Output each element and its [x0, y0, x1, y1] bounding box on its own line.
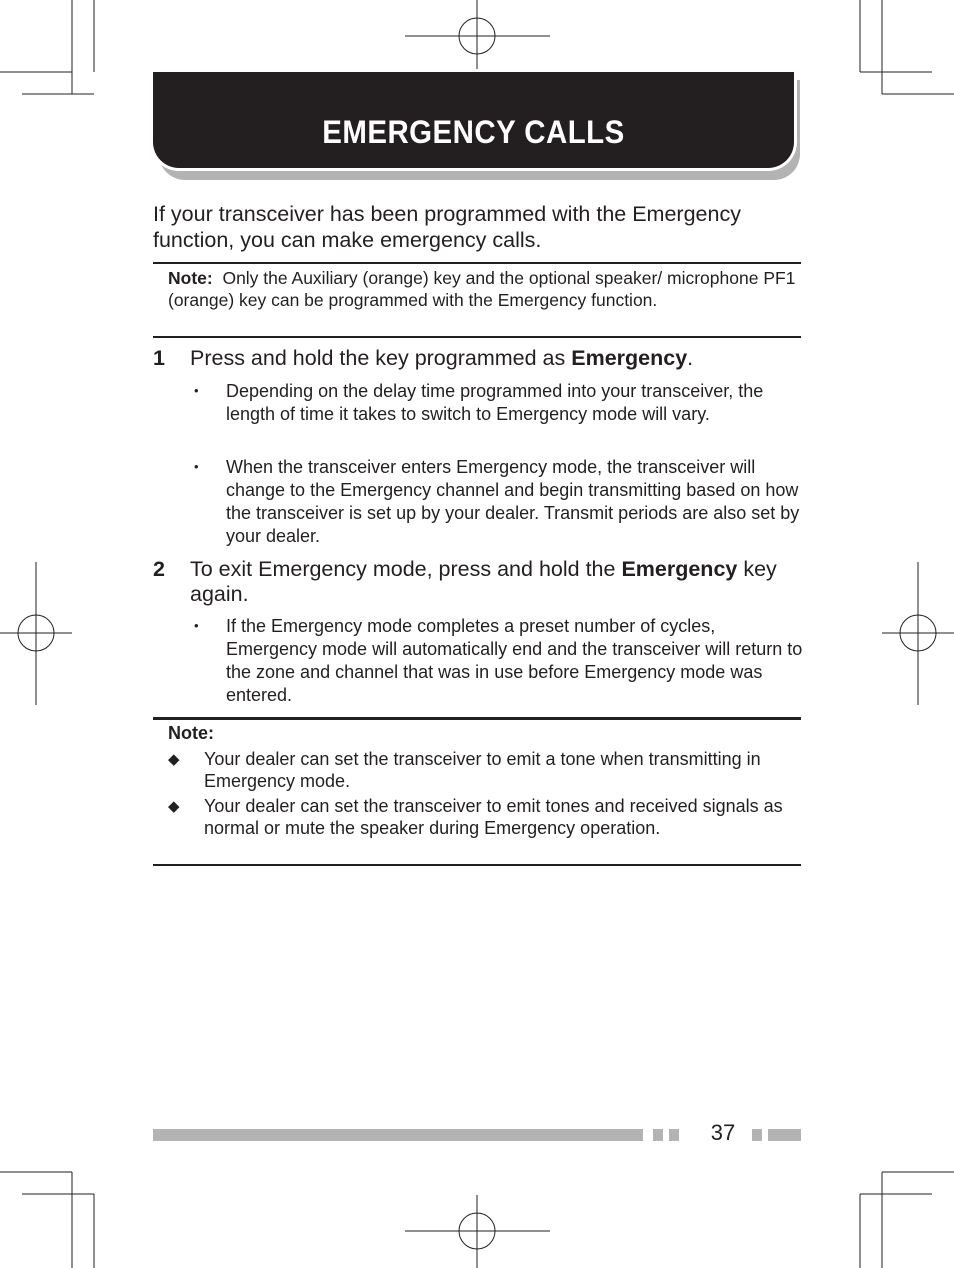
note-text: Only the Auxiliary (orange) key and the optional speaker/ microphone PF1 (orange) key can be programmed with the Emergency function.: [168, 268, 796, 310]
footer-bar-right: [768, 1129, 801, 1141]
bullet-dot-icon: •: [194, 383, 199, 398]
step-key-name: Emergency: [621, 557, 738, 581]
footer-square: [653, 1129, 663, 1141]
note-box-top: [153, 262, 801, 338]
step-text-part: .: [687, 346, 694, 370]
title-box: [153, 72, 794, 168]
note-label: Note:: [168, 723, 214, 743]
title-band: [153, 72, 800, 182]
step-text-part: To exit Emergency mode, press and hold the: [190, 557, 622, 581]
step-text: [190, 346, 802, 371]
bullet-text: When the transceiver enters Emergency mode, the transceiver will change to the Emergency channel and begin transmitting based on how the transceiver is set up by your dealer. Transmit periods are also set by your dealer.: [226, 457, 800, 546]
note-item-text: Your dealer can set the transceiver to emit tones and received signals as normal or mute the speaker during Emergency operation.: [204, 796, 783, 838]
note-label: Note:: [168, 268, 213, 288]
diamond-bullet-icon: ◆: [168, 798, 180, 815]
step-text: [190, 557, 802, 607]
bullet-text: Depending on the delay time programmed into your transceiver, the length of time it takes to switch to Emergency mode will vary.: [226, 381, 764, 424]
page-number: 37: [710, 1120, 736, 1145]
step-text-part: key again.: [190, 557, 777, 606]
step-number: 1: [153, 346, 165, 370]
bullet-text: If the Emergency mode completes a preset number of cycles, Emergency mode will automatically end and the transceiver will return to the zone and channel that was in use before Emergency mode was entered.: [226, 616, 803, 705]
footer-square: [752, 1129, 762, 1141]
bullet-dot-icon: •: [194, 459, 199, 474]
step-key-name: Emergency: [571, 346, 688, 370]
step-number: 2: [153, 557, 165, 581]
intro-paragraph: If your transceiver has been programmed with the Emergency function, you can make emergency calls.: [153, 202, 741, 252]
note-box-bottom: [153, 717, 801, 866]
footer-square: [669, 1129, 679, 1141]
note-item-text: Your dealer can set the transceiver to emit a tone when transmitting in Emergency mode.: [204, 749, 761, 791]
bullet-dot-icon: •: [194, 618, 199, 633]
page-title: EMERGENCY CALLS: [322, 114, 625, 150]
step-text-part: Press and hold the key programmed as: [190, 346, 572, 370]
diamond-bullet-icon: ◆: [168, 751, 180, 768]
footer-bar-left: [153, 1129, 643, 1141]
